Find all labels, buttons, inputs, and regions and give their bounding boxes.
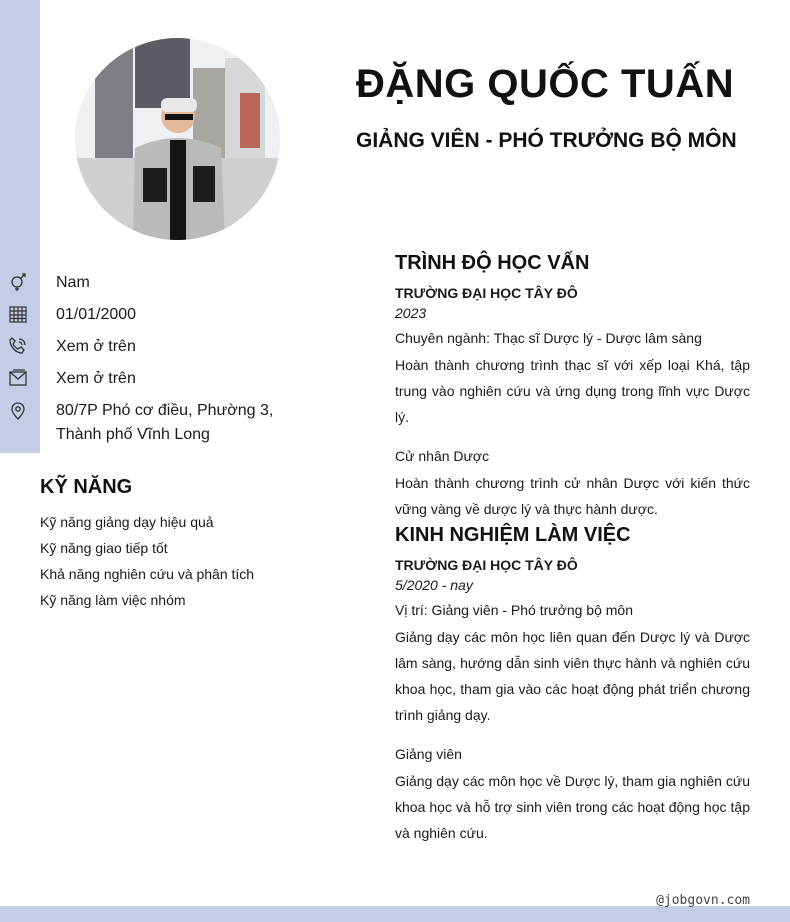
mail-icon	[8, 368, 28, 388]
job-title: GIẢNG VIÊN - PHÓ TRƯỞNG BỘ MÔN	[356, 129, 737, 152]
education-section	[395, 252, 750, 536]
calendar-icon	[8, 304, 28, 324]
birthday-value: 01/01/2000	[56, 306, 137, 323]
contact-email	[0, 362, 320, 394]
footer-accent-strip	[0, 906, 790, 922]
location-pin-icon	[8, 400, 28, 420]
skill-item: Kỹ năng giao tiếp tốt	[40, 540, 168, 556]
profile-photo	[75, 38, 280, 240]
education-year: 2023	[395, 305, 427, 321]
contact-birthday	[0, 298, 320, 330]
skills-section	[40, 476, 340, 613]
email-value: Xem ở trên	[56, 370, 136, 387]
education-description: Hoàn thành chương trình cử nhân Dược với kiến thức vững vàng về dược lý và thực hành dược.	[395, 475, 750, 517]
education-school: TRƯỜNG ĐẠI HỌC TÂY ĐÔ	[395, 285, 578, 301]
skill-item: Khả năng nghiên cứu và phân tích	[40, 566, 255, 582]
education-heading: TRÌNH ĐỘ HỌC VẤN	[395, 252, 590, 274]
experience-description: Giảng dạy các môn học liên quan đến Dược lý và Dược lâm sàng, hướng dẫn sinh viên thực hành và nghiên cứu khoa học, tham gia vào các hoạt động phát triển chương trình giảng dạy.	[395, 629, 750, 723]
phone-icon	[8, 336, 28, 356]
candidate-name: ĐẶNG QUỐC TUẤN	[356, 62, 735, 106]
experience-description: Giảng dạy các môn học về Dược lý, tham gia nghiên cứu khoa học và hỗ trợ sinh viên trong các hoạt động học tập và nghiên cứu.	[395, 773, 750, 841]
skill-item: Kỹ năng làm việc nhóm	[40, 592, 186, 608]
gender-value: Nam	[56, 274, 90, 291]
education-major: Chuyên ngành: Thạc sĩ Dược lý - Dược lâm sàng	[395, 330, 702, 346]
experience-section	[395, 524, 750, 860]
contact-address	[0, 394, 320, 443]
contact-list	[0, 266, 320, 443]
address-value: 80/7P Phó cơ điều, Phường 3, Thành phố Vĩnh Long	[56, 402, 274, 443]
experience-period: 5/2020 - nay	[395, 577, 473, 593]
contact-phone	[0, 330, 320, 362]
skill-item: Kỹ năng giảng dạy hiệu quả	[40, 514, 214, 530]
skills-heading: KỸ NĂNG	[40, 476, 133, 498]
experience-role: Giảng viên	[395, 746, 462, 762]
experience-company: TRƯỜNG ĐẠI HỌC TÂY ĐÔ	[395, 557, 578, 573]
gender-icon	[8, 272, 28, 292]
education-description: Hoàn thành chương trình thạc sĩ với xếp loại Khá, tập trung vào nghiên cứu và ứng dụng trong lĩnh vực Dược lý.	[395, 357, 750, 425]
experience-position: Vị trí: Giảng viên - Phó trưởng bộ môn	[395, 602, 633, 618]
education-degree: Cử nhân Dược	[395, 448, 490, 464]
phone-value: Xem ở trên	[56, 338, 136, 355]
watermark: @jobgovn.com	[656, 893, 750, 908]
contact-gender	[0, 266, 320, 298]
experience-heading: KINH NGHIỆM LÀM VIỆC	[395, 524, 631, 546]
